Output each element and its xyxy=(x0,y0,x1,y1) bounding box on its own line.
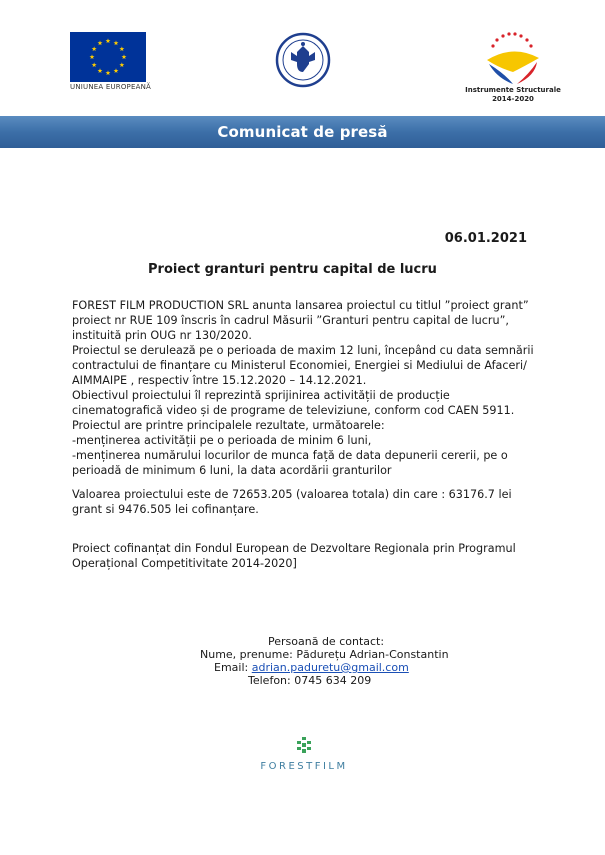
body-paragraph-2 xyxy=(72,487,542,517)
contact-email-label: Email: xyxy=(214,661,252,674)
structural-instruments-logo xyxy=(473,30,553,86)
eu-star xyxy=(106,38,111,43)
forestfilm-logo-text: FORESTFILM xyxy=(260,761,348,772)
contact-block xyxy=(200,635,449,687)
banner-title: Comunicat de presă xyxy=(217,123,388,141)
eu-star xyxy=(122,54,127,59)
body-line: proiect nr RUE 109 înscris în cadrul Măsurii ”Granturi pentru capital de lucru”, xyxy=(72,314,509,327)
body-line: Valoarea proiectului este de 72653.205 (valoarea totala) din care : 63176.7 lei xyxy=(72,488,512,501)
is-caption-line-1: Instrumente Structurale xyxy=(465,86,561,94)
eu-caption: UNIUNEA EUROPEANĂ xyxy=(70,83,151,91)
body-line: perioadă de minimum 6 luni, la data acordării granturilor xyxy=(72,464,392,477)
eu-star xyxy=(106,70,111,75)
government-seal-logo xyxy=(275,32,331,88)
eu-flag-logo xyxy=(70,32,146,82)
forestfilm-mark-icon xyxy=(294,737,314,753)
eu-star xyxy=(98,68,103,73)
contact-phone: Telefon: 0745 634 209 xyxy=(248,674,372,687)
is-caption-line-2: 2014-2020 xyxy=(492,95,534,103)
body-line: contractului de finanțare cu Ministerul Economiei, Energiei si Mediului de Afaceri/ xyxy=(72,359,527,372)
body-line: Proiectul are printre principalele rezultate, următoarele: xyxy=(72,419,385,432)
contact-heading: Persoană de contact: xyxy=(268,635,385,648)
document-date: 06.01.2021 xyxy=(444,231,527,246)
body-line: -menținerea activității pe o perioada de minim 6 luni, xyxy=(72,434,372,447)
eu-star xyxy=(114,41,119,46)
body-line: Proiectul se derulează pe o perioada de maxim 12 luni, începând cu data semnării xyxy=(72,344,534,357)
body-paragraph-1 xyxy=(72,298,542,478)
contact-email-link[interactable]: adrian.paduretu@gmail.com xyxy=(251,661,409,674)
body-paragraph-3 xyxy=(72,541,542,571)
body-line: Proiect cofinanțat din Fondul European de Dezvoltare Regionala prin Programul xyxy=(72,542,516,555)
forestfilm-logo xyxy=(254,737,354,777)
body-line: -menținerea numărului locurilor de munca față de data depunerii cererii, pe o xyxy=(72,449,508,462)
body-line: AIMMAIPE , respectiv între 15.12.2020 – 14.12.2021. xyxy=(72,374,367,387)
eu-star xyxy=(92,62,97,67)
structural-instruments-caption xyxy=(458,86,568,104)
body-line: Obiectivul proiectului îl reprezintă sprijinirea activității de producție xyxy=(72,389,450,402)
eu-star xyxy=(114,68,119,73)
eu-star xyxy=(119,62,124,67)
body-line: cinematografică video și de programe de televiziune, conform cod CAEN 5911. xyxy=(72,404,515,417)
body-line: Operațional Competitivitate 2014-2020] xyxy=(72,557,297,570)
eu-star xyxy=(92,46,97,51)
eu-stars-icon xyxy=(70,32,146,82)
contact-email-line xyxy=(200,661,449,674)
body-line: FOREST FILM PRODUCTION SRL anunta lansarea proiectul cu titlul ”proiect grant” xyxy=(72,299,529,312)
press-release-banner xyxy=(0,116,605,148)
body-line: instituită prin OUG nr 130/2020. xyxy=(72,329,252,342)
contact-name: Nume, prenume: Pădurețu Adrian-Constantin xyxy=(200,648,449,661)
eu-star xyxy=(98,41,103,46)
eu-star xyxy=(90,54,95,59)
eu-star xyxy=(119,46,124,51)
document-title: Proiect granturi pentru capital de lucru xyxy=(148,262,437,277)
body-line: grant si 9476.505 lei cofinanțare. xyxy=(72,503,259,516)
